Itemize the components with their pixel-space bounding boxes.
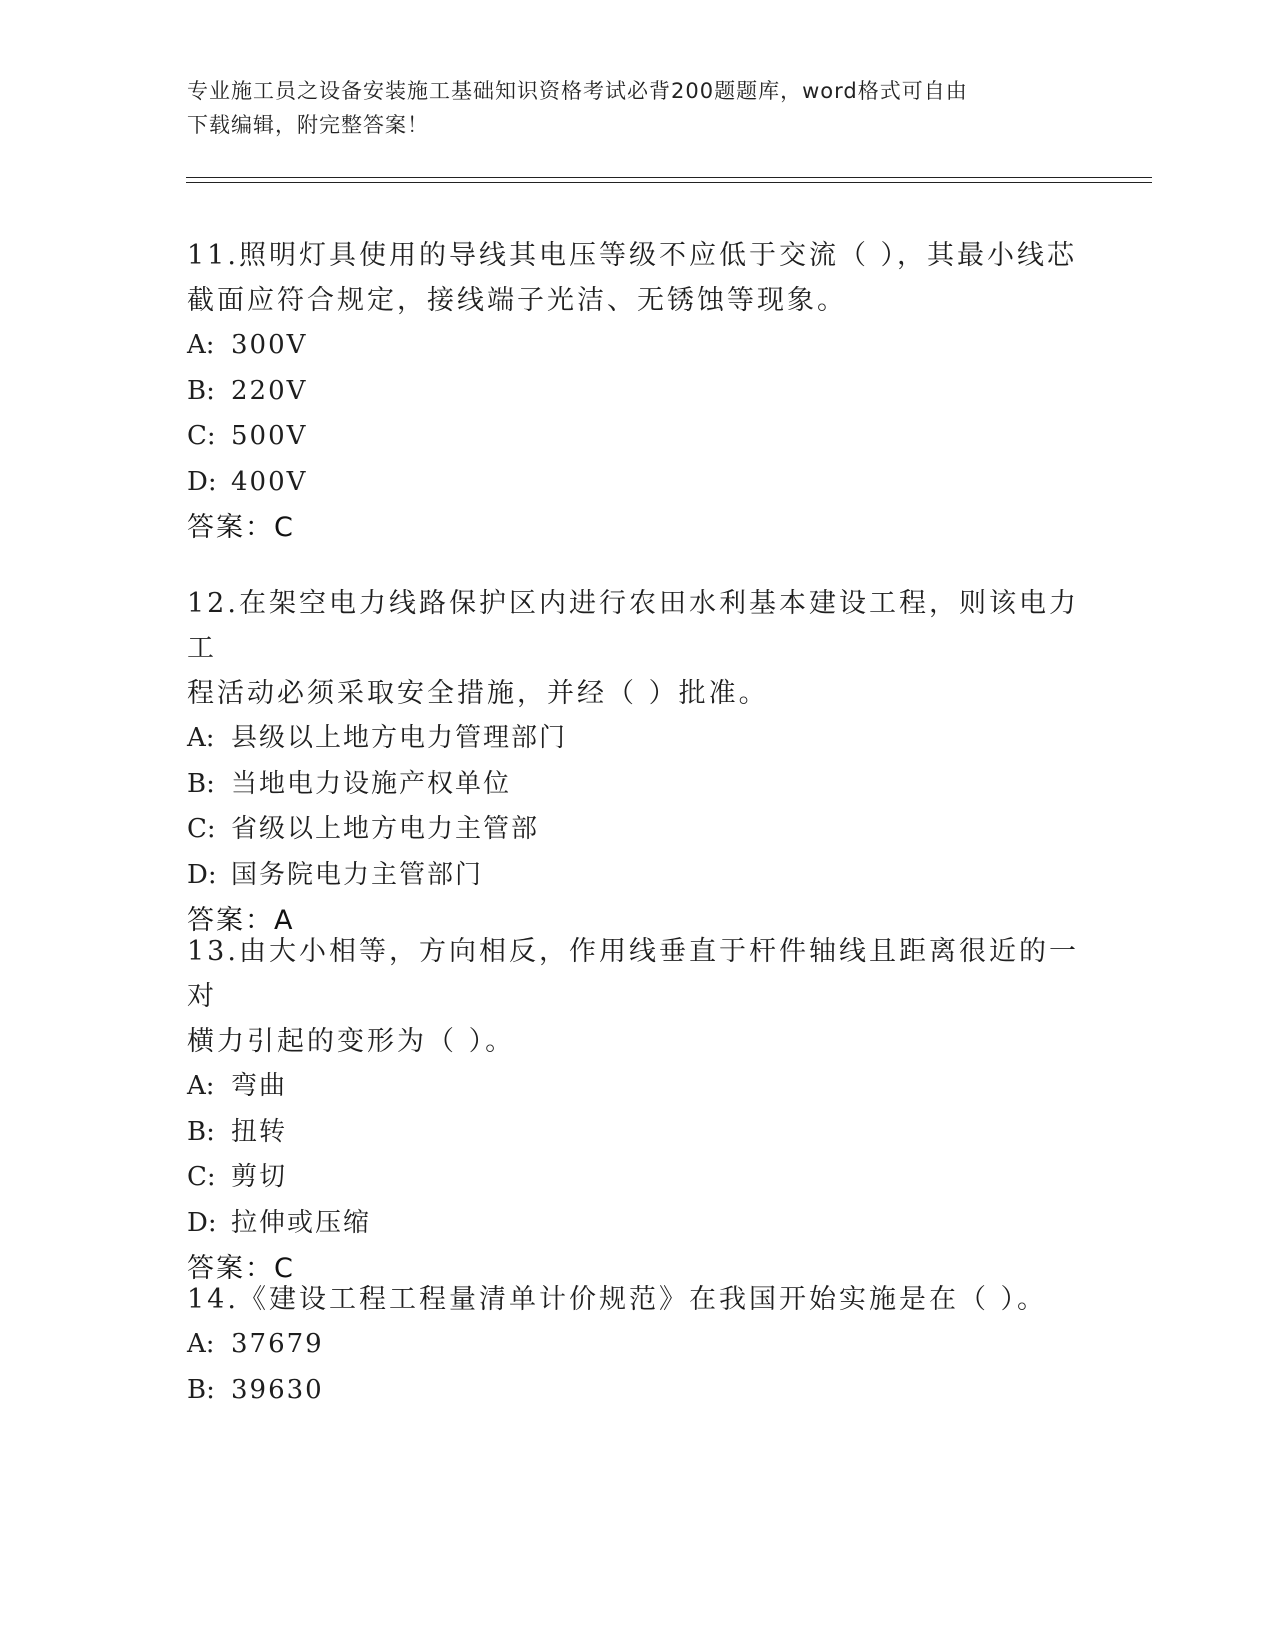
option-letter: C:: [187, 421, 216, 451]
question-14: [187, 1277, 1087, 1413]
header-line-1: 专业施工员之设备安装施工基础知识资格考试必背200题题库，word格式可自由: [187, 79, 968, 103]
option-text: 省级以上地方电力主管部: [231, 814, 540, 844]
option-text: 37679: [231, 1329, 324, 1359]
option-text: 国务院电力主管部门: [231, 859, 484, 890]
option-d: [187, 1201, 1087, 1247]
option-letter: A:: [187, 1071, 215, 1101]
question-text: [187, 929, 1087, 1064]
option-c: [187, 414, 1087, 460]
option-text: 39630: [231, 1374, 324, 1405]
option-b: [187, 369, 1087, 415]
option-a: [187, 1064, 1087, 1110]
option-text: 弯曲: [231, 1071, 288, 1101]
option-b: [187, 762, 1087, 808]
option-a: [187, 323, 1087, 369]
option-text: 县级以上地方电力管理部门: [231, 723, 568, 753]
option-letter: D:: [187, 859, 217, 890]
question-text-line-2: 程活动必须采取安全措施，并经（ ）批准。: [187, 678, 769, 709]
option-text: 400V: [231, 466, 308, 497]
header-divider-bottom: [186, 182, 1152, 183]
question-text: [187, 1277, 1087, 1322]
question-text-line-1: 12.在架空电力线路保护区内进行农田水利基本建设工程，则该电力工: [187, 588, 1079, 664]
option-letter: B:: [187, 375, 215, 406]
option-letter: B:: [187, 1374, 215, 1405]
option-c: [187, 1155, 1087, 1201]
option-c: [187, 807, 1087, 853]
question-text-line-2: 截面应符合规定，接线端子光洁、无锈蚀等现象。: [187, 285, 847, 316]
question-12: [187, 581, 1087, 943]
option-letter: C:: [187, 1162, 216, 1192]
option-text: 220V: [231, 375, 308, 406]
option-b: [187, 1368, 1087, 1414]
document-header: [187, 74, 1067, 142]
question-text-line-2: 横力引起的变形为（ ）。: [187, 1026, 516, 1057]
option-letter: D:: [187, 1207, 217, 1238]
answer-text: 答案：A: [187, 905, 295, 936]
options-list: [187, 323, 1087, 505]
option-text: 当地电力设施产权单位: [231, 768, 512, 799]
options-list: [187, 1322, 1087, 1413]
option-a: [187, 1322, 1087, 1368]
options-list: [187, 1064, 1087, 1246]
question-text-line-1: 14.《建设工程工程量清单计价规范》在我国开始实施是在（ ）。: [187, 1284, 1048, 1315]
options-list: [187, 716, 1087, 898]
option-d: [187, 853, 1087, 899]
option-letter: A:: [187, 330, 215, 360]
option-b: [187, 1110, 1087, 1156]
question-11: [187, 233, 1087, 550]
question-13: [187, 929, 1087, 1291]
option-letter: B:: [187, 768, 215, 799]
answer-text: 答案：C: [187, 512, 295, 543]
answer-text: 答案：C: [187, 1253, 295, 1284]
question-text: [187, 233, 1087, 323]
option-letter: A:: [187, 723, 215, 753]
question-text-line-1: 11.照明灯具使用的导线其电压等级不应低于交流（ ），其最小线芯: [187, 240, 1078, 271]
option-text: 扭转: [231, 1116, 288, 1147]
option-letter: A:: [187, 1329, 215, 1359]
question-text-line-1: 13.由大小相等，方向相反，作用线垂直于杆件轴线且距离很近的一对: [187, 936, 1079, 1012]
option-letter: B:: [187, 1116, 215, 1147]
option-letter: D:: [187, 466, 217, 497]
option-a: [187, 716, 1087, 762]
option-text: 500V: [231, 421, 308, 451]
option-text: 300V: [231, 330, 308, 360]
header-line-2: 下载编辑，附完整答案！: [187, 113, 429, 137]
header-divider-top: [186, 177, 1152, 178]
option-letter: C:: [187, 814, 216, 844]
option-text: 拉伸或压缩: [231, 1207, 372, 1238]
option-text: 剪切: [231, 1162, 288, 1192]
question-text: [187, 581, 1087, 716]
option-d: [187, 460, 1087, 506]
